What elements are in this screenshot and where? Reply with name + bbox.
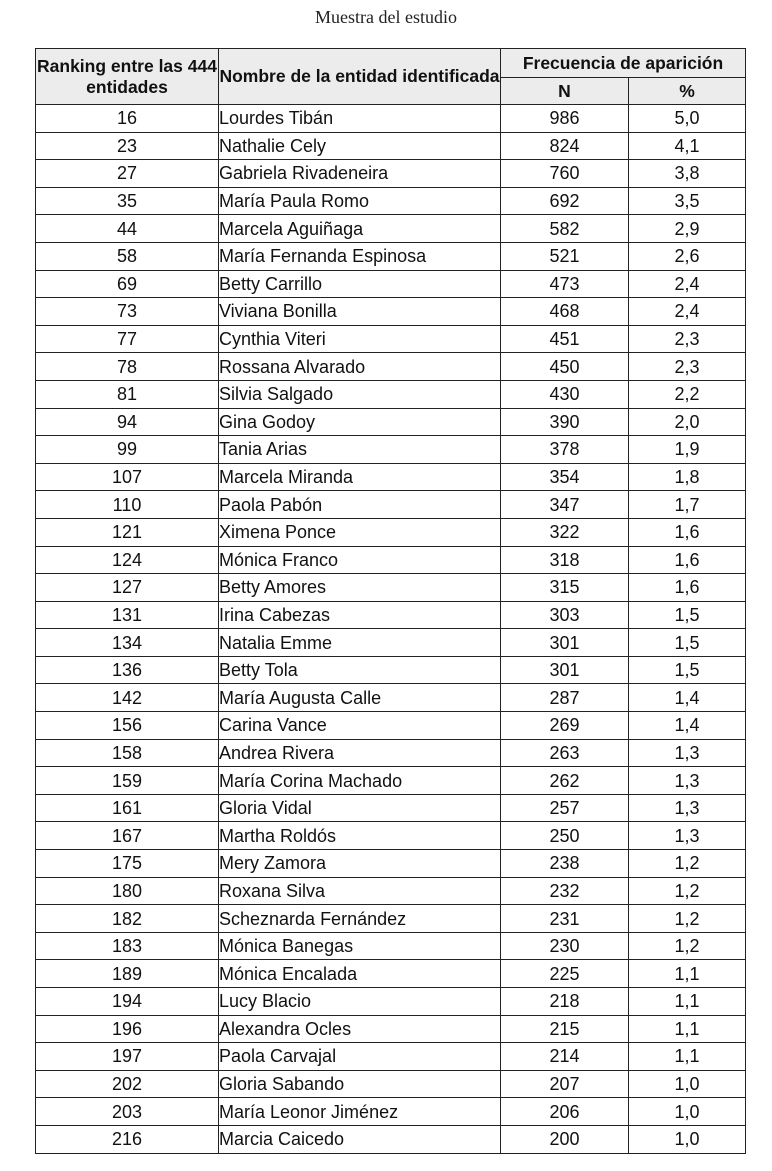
frequency-n-cell: 347 [501, 491, 629, 519]
frequency-percent-cell: 1,3 [629, 794, 746, 822]
entity-name-cell: Marcela Aguiñaga [219, 215, 501, 243]
ranking-cell: 73 [36, 298, 219, 326]
frequency-percent-cell: 5,0 [629, 105, 746, 133]
frequency-n-cell: 269 [501, 712, 629, 740]
frequency-percent-cell: 1,6 [629, 574, 746, 602]
frequency-percent-cell: 1,2 [629, 850, 746, 878]
frequency-percent-cell: 1,1 [629, 960, 746, 988]
ranking-cell: 197 [36, 1043, 219, 1071]
ranking-cell: 202 [36, 1070, 219, 1098]
table-row [36, 988, 746, 1016]
header-n: N [501, 78, 629, 105]
ranking-cell: 134 [36, 629, 219, 657]
header-entity-name: Nombre de la entidad identificada [219, 49, 501, 105]
frequency-n-cell: 760 [501, 160, 629, 188]
frequency-n-cell: 582 [501, 215, 629, 243]
frequency-percent-cell: 2,6 [629, 242, 746, 270]
frequency-n-cell: 218 [501, 988, 629, 1016]
ranking-cell: 136 [36, 656, 219, 684]
frequency-percent-cell: 1,8 [629, 463, 746, 491]
frequency-percent-cell: 1,7 [629, 491, 746, 519]
ranking-cell: 99 [36, 436, 219, 464]
entity-name-cell: Gloria Vidal [219, 794, 501, 822]
ranking-cell: 77 [36, 325, 219, 353]
frequency-percent-cell: 1,3 [629, 767, 746, 795]
entity-name-cell: María Paula Romo [219, 187, 501, 215]
table-row [36, 905, 746, 933]
table-row [36, 712, 746, 740]
ranking-cell: 189 [36, 960, 219, 988]
entity-name-cell: Martha Roldós [219, 822, 501, 850]
entity-name-cell: Ximena Ponce [219, 518, 501, 546]
ranking-cell: 131 [36, 601, 219, 629]
ranking-cell: 69 [36, 270, 219, 298]
frequency-n-cell: 354 [501, 463, 629, 491]
table-row [36, 877, 746, 905]
table-row [36, 629, 746, 657]
ranking-cell: 27 [36, 160, 219, 188]
frequency-percent-cell: 1,0 [629, 1098, 746, 1126]
frequency-n-cell: 521 [501, 242, 629, 270]
table-row [36, 767, 746, 795]
ranking-cell: 216 [36, 1125, 219, 1153]
frequency-percent-cell: 1,4 [629, 712, 746, 740]
page-header-title: Muestra del estudio [315, 7, 457, 27]
table-row [36, 850, 746, 878]
frequency-percent-cell: 1,4 [629, 684, 746, 712]
ranking-cell: 196 [36, 1015, 219, 1043]
entity-name-cell: Roxana Silva [219, 877, 501, 905]
entity-name-cell: Carina Vance [219, 712, 501, 740]
header-ranking: Ranking entre las 444 entidades [36, 49, 219, 105]
ranking-cell: 58 [36, 242, 219, 270]
table-row [36, 518, 746, 546]
ranking-cell: 23 [36, 132, 219, 160]
frequency-percent-cell: 1,0 [629, 1070, 746, 1098]
frequency-percent-cell: 1,6 [629, 546, 746, 574]
ranking-cell: 94 [36, 408, 219, 436]
entity-name-cell: Tania Arias [219, 436, 501, 464]
table-row [36, 932, 746, 960]
ranking-cell: 158 [36, 739, 219, 767]
frequency-percent-cell: 4,1 [629, 132, 746, 160]
ranking-cell: 183 [36, 932, 219, 960]
entity-name-cell: Nathalie Cely [219, 132, 501, 160]
frequency-n-cell: 214 [501, 1043, 629, 1071]
frequency-percent-cell: 1,5 [629, 601, 746, 629]
frequency-n-cell: 378 [501, 436, 629, 464]
entity-name-cell: Cynthia Viteri [219, 325, 501, 353]
frequency-n-cell: 301 [501, 629, 629, 657]
frequency-n-cell: 262 [501, 767, 629, 795]
entity-name-cell: Mery Zamora [219, 850, 501, 878]
ranking-cell: 35 [36, 187, 219, 215]
entity-name-cell: María Corina Machado [219, 767, 501, 795]
table-row [36, 105, 746, 133]
ranking-cell: 78 [36, 353, 219, 381]
frequency-n-cell: 301 [501, 656, 629, 684]
table-row [36, 491, 746, 519]
entity-name-cell: Andrea Rivera [219, 739, 501, 767]
ranking-cell: 175 [36, 850, 219, 878]
table-row [36, 822, 746, 850]
frequency-percent-cell: 1,9 [629, 436, 746, 464]
ranking-cell: 81 [36, 380, 219, 408]
frequency-n-cell: 206 [501, 1098, 629, 1126]
frequency-n-cell: 986 [501, 105, 629, 133]
frequency-n-cell: 238 [501, 850, 629, 878]
table-row [36, 1043, 746, 1071]
frequency-n-cell: 225 [501, 960, 629, 988]
entity-name-cell: Lourdes Tibán [219, 105, 501, 133]
entity-name-cell: Gabriela Rivadeneira [219, 160, 501, 188]
frequency-percent-cell: 1,2 [629, 932, 746, 960]
entity-name-cell: Betty Carrillo [219, 270, 501, 298]
entity-name-cell: María Augusta Calle [219, 684, 501, 712]
table-row [36, 298, 746, 326]
frequency-n-cell: 824 [501, 132, 629, 160]
frequency-percent-cell: 1,5 [629, 629, 746, 657]
ranking-cell: 167 [36, 822, 219, 850]
table-row [36, 574, 746, 602]
table-row [36, 546, 746, 574]
frequency-percent-cell: 2,3 [629, 353, 746, 381]
table-row [36, 684, 746, 712]
table-row [36, 739, 746, 767]
frequency-n-cell: 390 [501, 408, 629, 436]
entity-name-cell: Natalia Emme [219, 629, 501, 657]
table-row [36, 960, 746, 988]
frequency-n-cell: 250 [501, 822, 629, 850]
frequency-percent-cell: 1,2 [629, 905, 746, 933]
table-row [36, 1125, 746, 1153]
entity-name-cell: Paola Pabón [219, 491, 501, 519]
entity-name-cell: Marcela Miranda [219, 463, 501, 491]
frequency-percent-cell: 1,0 [629, 1125, 746, 1153]
ranking-cell: 124 [36, 546, 219, 574]
ranking-cell: 127 [36, 574, 219, 602]
frequency-n-cell: 232 [501, 877, 629, 905]
frequency-n-cell: 230 [501, 932, 629, 960]
frequency-percent-cell: 2,0 [629, 408, 746, 436]
frequency-percent-cell: 1,3 [629, 739, 746, 767]
frequency-percent-cell: 2,2 [629, 380, 746, 408]
table-row [36, 325, 746, 353]
ranking-cell: 142 [36, 684, 219, 712]
frequency-percent-cell: 1,1 [629, 1015, 746, 1043]
ranking-cell: 159 [36, 767, 219, 795]
frequency-percent-cell: 2,4 [629, 298, 746, 326]
frequency-n-cell: 200 [501, 1125, 629, 1153]
ranking-cell: 194 [36, 988, 219, 1016]
entity-name-cell: Gina Godoy [219, 408, 501, 436]
entity-name-cell: Lucy Blacio [219, 988, 501, 1016]
frequency-percent-cell: 1,1 [629, 1043, 746, 1071]
ranking-cell: 203 [36, 1098, 219, 1126]
frequency-n-cell: 318 [501, 546, 629, 574]
table-row [36, 160, 746, 188]
frequency-n-cell: 468 [501, 298, 629, 326]
frequency-n-cell: 315 [501, 574, 629, 602]
entity-name-cell: Betty Tola [219, 656, 501, 684]
table-row [36, 380, 746, 408]
entity-name-cell: Silvia Salgado [219, 380, 501, 408]
table-row [36, 408, 746, 436]
ranking-cell: 182 [36, 905, 219, 933]
ranking-cell: 110 [36, 491, 219, 519]
frequency-n-cell: 207 [501, 1070, 629, 1098]
entity-name-cell: Mónica Banegas [219, 932, 501, 960]
entity-name-cell: Rossana Alvarado [219, 353, 501, 381]
table-row [36, 132, 746, 160]
frequency-n-cell: 322 [501, 518, 629, 546]
table-row [36, 1098, 746, 1126]
frequency-n-cell: 430 [501, 380, 629, 408]
ranking-cell: 156 [36, 712, 219, 740]
frequency-n-cell: 263 [501, 739, 629, 767]
entity-name-cell: Mónica Franco [219, 546, 501, 574]
table-row [36, 1015, 746, 1043]
table-body [36, 105, 746, 1154]
entity-name-cell: María Fernanda Espinosa [219, 242, 501, 270]
frequency-percent-cell: 1,5 [629, 656, 746, 684]
ranking-cell: 161 [36, 794, 219, 822]
entity-name-cell: Betty Amores [219, 574, 501, 602]
table-row [36, 601, 746, 629]
table-row [36, 270, 746, 298]
header-percent: % [629, 78, 746, 105]
entity-name-cell: María Leonor Jiménez [219, 1098, 501, 1126]
table-row [36, 215, 746, 243]
entity-name-cell: Paola Carvajal [219, 1043, 501, 1071]
frequency-percent-cell: 3,8 [629, 160, 746, 188]
ranking-cell: 107 [36, 463, 219, 491]
frequency-percent-cell: 2,3 [629, 325, 746, 353]
frequency-percent-cell: 1,6 [629, 518, 746, 546]
table-row [36, 242, 746, 270]
entity-name-cell: Alexandra Ocles [219, 1015, 501, 1043]
entity-name-cell: Irina Cabezas [219, 601, 501, 629]
frequency-n-cell: 473 [501, 270, 629, 298]
entity-name-cell: Viviana Bonilla [219, 298, 501, 326]
frequency-n-cell: 451 [501, 325, 629, 353]
frequency-n-cell: 450 [501, 353, 629, 381]
frequency-percent-cell: 1,2 [629, 877, 746, 905]
ranking-cell: 121 [36, 518, 219, 546]
entity-frequency-table [35, 48, 746, 1154]
entity-name-cell: Scheznarda Fernández [219, 905, 501, 933]
frequency-n-cell: 287 [501, 684, 629, 712]
table-row [36, 353, 746, 381]
ranking-cell: 44 [36, 215, 219, 243]
ranking-cell: 16 [36, 105, 219, 133]
entity-name-cell: Gloria Sabando [219, 1070, 501, 1098]
table-row [36, 656, 746, 684]
frequency-percent-cell: 3,5 [629, 187, 746, 215]
table-row [36, 794, 746, 822]
frequency-n-cell: 257 [501, 794, 629, 822]
frequency-percent-cell: 1,3 [629, 822, 746, 850]
table-row [36, 463, 746, 491]
frequency-percent-cell: 2,9 [629, 215, 746, 243]
entity-name-cell: Marcia Caicedo [219, 1125, 501, 1153]
header-frequency: Frecuencia de aparición [501, 49, 746, 78]
frequency-percent-cell: 2,4 [629, 270, 746, 298]
table-row [36, 436, 746, 464]
ranking-cell: 180 [36, 877, 219, 905]
frequency-percent-cell: 1,1 [629, 988, 746, 1016]
frequency-n-cell: 231 [501, 905, 629, 933]
frequency-n-cell: 692 [501, 187, 629, 215]
table-row [36, 1070, 746, 1098]
frequency-n-cell: 215 [501, 1015, 629, 1043]
entity-name-cell: Mónica Encalada [219, 960, 501, 988]
table-row [36, 187, 746, 215]
frequency-n-cell: 303 [501, 601, 629, 629]
